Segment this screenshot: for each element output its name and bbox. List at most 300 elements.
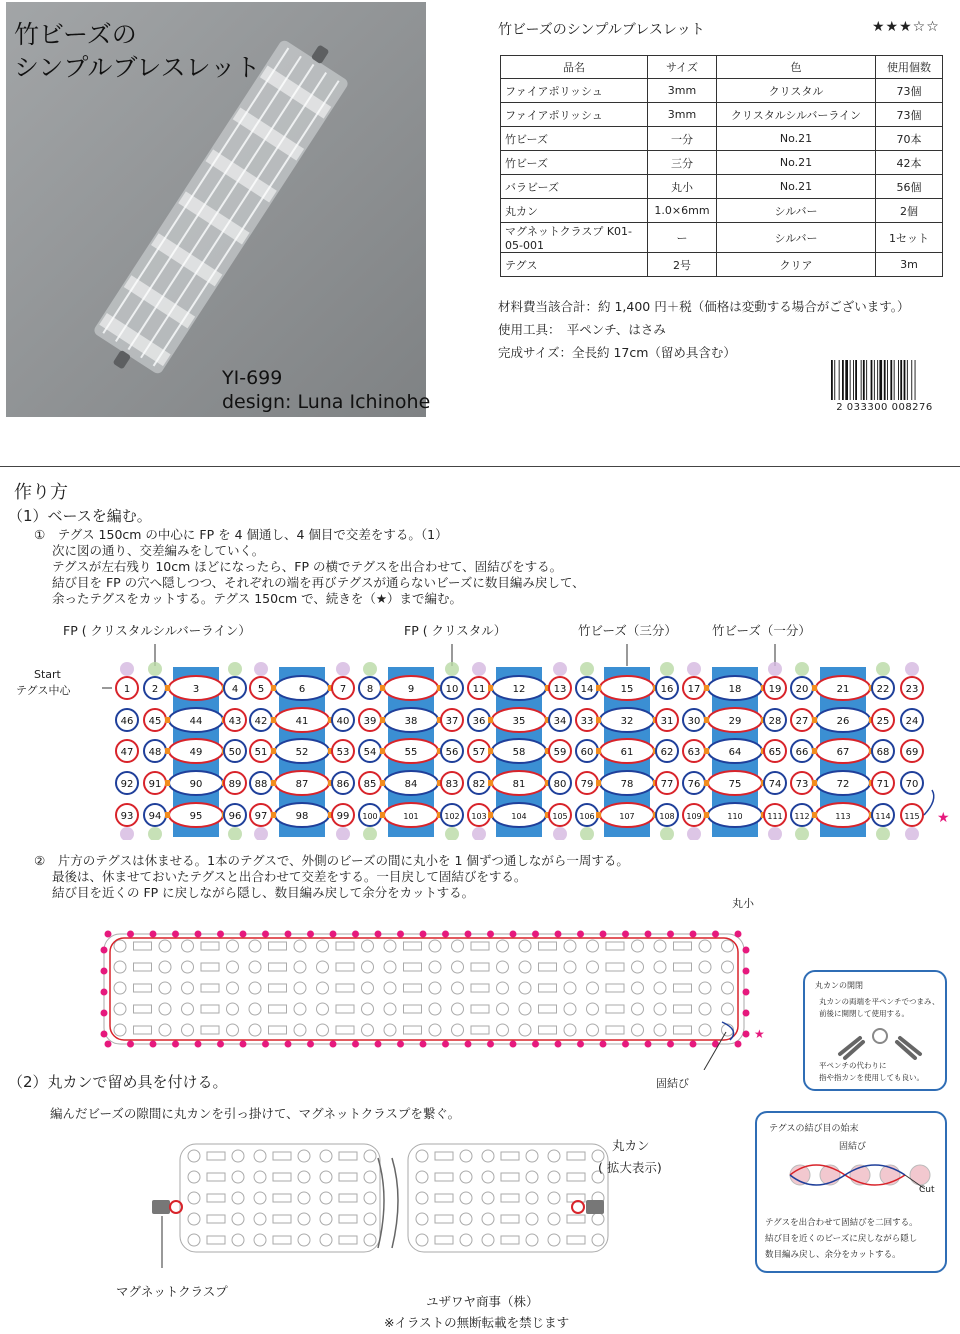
bamboo-bead-outline: [539, 1005, 557, 1013]
bamboo-bead-outline: [404, 1005, 422, 1013]
bead-number: 53: [336, 747, 350, 758]
difficulty-stars: ★★★☆☆: [872, 19, 940, 35]
bead-number: 7: [339, 684, 347, 695]
bamboo-bead-outline: [134, 1026, 152, 1034]
fp-bead-bottom: [580, 827, 594, 840]
bead-number: 71: [876, 779, 890, 790]
step1-line: 余ったテグスをカットする。テグス 150cm で、続きを（★）まで編む。: [52, 591, 463, 606]
bead-outline: [699, 961, 711, 973]
bead-outline: [429, 961, 441, 973]
fp-bead-bottom: [472, 827, 486, 840]
tools-used: 使用工具： 平ペンチ、はさみ: [498, 322, 666, 337]
bead-number: 16: [660, 684, 674, 695]
bead-outline: [362, 982, 374, 994]
bamboo-bead-outline: [207, 1152, 225, 1160]
bamboo-bead-outline: [567, 1173, 585, 1181]
orange-connector: [812, 748, 817, 754]
maru-sho-bead: [690, 1041, 697, 1048]
label-center: テグス中心: [16, 684, 71, 697]
bead-outline: [320, 1234, 332, 1246]
barcode-bar: [863, 360, 865, 400]
bead-number: 112: [794, 812, 810, 821]
edge-diagram: [90, 910, 770, 1070]
tip-ring-title: 丸カンの開閉: [815, 981, 863, 990]
maru-sho-bead: [375, 931, 382, 938]
bamboo-bead-outline: [567, 1152, 585, 1160]
fp-bead-bottom: [687, 827, 701, 840]
maru-sho-bead: [105, 931, 112, 938]
bead-number: 11: [472, 684, 486, 695]
bead-outline: [429, 982, 441, 994]
col-header-qty: 使用個数: [876, 56, 943, 79]
bamboo-bead-outline: [404, 1026, 422, 1034]
bead-outline: [564, 1003, 576, 1015]
tip-ring-text: [819, 996, 939, 1020]
orange-connector: [596, 780, 601, 786]
maru-sho-bead: [645, 1041, 652, 1048]
tip-knot-cut: Cut: [919, 1185, 935, 1195]
maru-sho-bead: [510, 931, 517, 938]
barcode-bar: [911, 360, 912, 400]
bamboo-bead-outline: [207, 1194, 225, 1202]
bead-outline: [587, 940, 599, 952]
orange-connector: [271, 780, 276, 786]
photo-title-line1: 竹ビーズの: [14, 20, 137, 49]
maru-sho-bead: [465, 1041, 472, 1048]
material-name: マグネットクラスプ K01-05-001: [501, 223, 648, 253]
bead-outline: [298, 1213, 310, 1225]
bamboo-bead-outline: [336, 1026, 354, 1034]
maru-sho-bead: [101, 947, 108, 954]
material-color: クリスタルシルバーライン: [717, 103, 876, 127]
maru-sho-bead: [285, 1041, 292, 1048]
material-size: 丸小: [648, 175, 717, 199]
label-clasp: マグネットクラスプ: [116, 1284, 228, 1299]
material-color: シルバー: [717, 223, 876, 253]
bead-outline: [182, 1003, 194, 1015]
bamboo-bead-outline: [207, 1173, 225, 1181]
bead-number: 44: [189, 716, 203, 727]
bracelet-outline: [104, 934, 744, 1044]
bamboo-bead-outline: [134, 963, 152, 971]
bead-outline: [654, 982, 666, 994]
bead-outline: [249, 940, 261, 952]
fp-bead-top: [660, 662, 674, 676]
maru-sho-bead: [622, 931, 629, 938]
bead-number: 88: [254, 779, 268, 790]
materials-row: [501, 127, 943, 151]
bamboo-bead-outline: [269, 984, 287, 992]
materials-row: [501, 223, 943, 253]
bead-number: 17: [687, 684, 701, 695]
bead-number: 56: [445, 747, 459, 758]
maru-sho-bead: [101, 989, 108, 996]
bamboo-bead-outline: [501, 1173, 519, 1181]
barcode-bar: [853, 360, 854, 400]
bead-number: 75: [728, 779, 742, 790]
label-fp-silver: FP ( クリスタルシルバーライン）: [63, 623, 251, 638]
bamboo-bead-outline: [606, 963, 624, 971]
label-bamboo3: 竹ビーズ（三分）: [578, 623, 677, 638]
bead-outline: [519, 940, 531, 952]
fp-bead-bottom: [905, 827, 919, 840]
barcode-bar: [900, 360, 902, 400]
maru-sho-bead: [240, 1041, 247, 1048]
bead-outline: [320, 1192, 332, 1204]
bead-number: 81: [512, 779, 526, 790]
bead-number: 90: [189, 779, 203, 790]
orange-connector: [704, 685, 709, 691]
bead-number: 62: [660, 747, 674, 758]
bead-outline: [452, 1024, 464, 1036]
maru-sho-bead: [743, 1010, 750, 1017]
bamboo-bead-outline: [269, 1026, 287, 1034]
maru-sho-bead: [735, 931, 742, 938]
barcode-bar: [871, 360, 873, 400]
materials-body: [501, 79, 943, 277]
fp-bead-top: [254, 662, 268, 676]
bead-outline: [632, 982, 644, 994]
maru-sho-bead: [195, 931, 202, 938]
bead-number: 86: [336, 779, 350, 790]
bamboo-bead-outline: [674, 1026, 692, 1034]
bamboo-bead-outline: [501, 1152, 519, 1160]
bead-number: 51: [254, 747, 268, 758]
bead-outline: [460, 1234, 472, 1246]
material-color: No.21: [717, 175, 876, 199]
bamboo-bead-outline: [339, 1215, 357, 1223]
bead-outline: [526, 1171, 538, 1183]
bead-number: 1: [123, 684, 131, 695]
bead-outline: [254, 1150, 266, 1162]
maru-sho-bead: [712, 931, 719, 938]
bead-number: 101: [403, 812, 419, 821]
materials-row: [501, 151, 943, 175]
barcode-bar: [884, 360, 886, 400]
bead-number: 63: [687, 747, 701, 758]
bead-outline: [548, 1213, 560, 1225]
bead-outline: [159, 1024, 171, 1036]
bead-number: 72: [836, 779, 850, 790]
barcode-number: 2 033300 008276: [836, 402, 933, 413]
label-bamboo1: 竹ビーズ（一分）: [712, 623, 811, 638]
step2-line: ② 片方のテグスは休ませる。1本のテグスで、外側のビーズの間に丸小を 1 個ずつ通しながら一周する。: [34, 853, 629, 868]
bead-outline: [364, 1150, 376, 1162]
bamboo-bead-outline: [336, 1005, 354, 1013]
bead-number: 74: [768, 779, 782, 790]
bead-outline: [519, 1003, 531, 1015]
material-qty: 70本: [876, 127, 943, 151]
materials-table: [500, 55, 943, 277]
maru-sho-bead: [150, 931, 157, 938]
bead-outline: [159, 961, 171, 973]
material-size: 3mm: [648, 79, 717, 103]
bead-number: 67: [836, 747, 850, 758]
bead-number: 9: [407, 684, 415, 695]
bamboo-bead-outline: [339, 1194, 357, 1202]
bead-outline: [497, 1024, 509, 1036]
maru-sho-bead: [577, 931, 584, 938]
bead-number: 82: [472, 779, 486, 790]
end-arrow: [924, 790, 934, 815]
bead-outline: [317, 940, 329, 952]
orange-connector: [704, 717, 709, 723]
bead-outline: [364, 1171, 376, 1183]
barcode: [829, 360, 940, 400]
step1-line: 結び目を FP の穴へ隠しつつ、それぞれの端を再びテグスが通らないビーズに数目編み戻して、: [52, 575, 585, 590]
material-color: No.21: [717, 127, 876, 151]
bead-outline: [182, 982, 194, 994]
tip-ring-line: 前後に開閉して使用する。: [819, 1009, 909, 1018]
maru-sho-bead: [217, 1041, 224, 1048]
bead-number: 78: [620, 779, 634, 790]
bamboo-bead-outline: [201, 1026, 219, 1034]
maru-sho-bead: [743, 989, 750, 996]
bead-outline: [317, 982, 329, 994]
clasp-diagram: [140, 1138, 620, 1268]
bead-outline: [384, 982, 396, 994]
bead-outline: [699, 982, 711, 994]
bamboo-bead-outline: [201, 984, 219, 992]
bamboo-bead-outline: [539, 942, 557, 950]
fp-bead-top: [553, 662, 567, 676]
maru-sho-bead: [352, 931, 359, 938]
fp-bead-bottom: [363, 827, 377, 840]
bead-outline: [416, 1171, 428, 1183]
material-name: ファイアポリッシュ: [501, 103, 648, 127]
bead-outline: [384, 940, 396, 952]
maru-sho-bead: [600, 1041, 607, 1048]
orange-connector: [596, 717, 601, 723]
bead-outline: [722, 1003, 734, 1015]
bead-number: 103: [471, 812, 487, 821]
bead-outline: [632, 940, 644, 952]
orange-connector: [165, 812, 170, 818]
bead-outline: [317, 1024, 329, 1036]
bead-number: 24: [905, 716, 919, 727]
tip-knot-label: 固結び: [839, 1142, 867, 1152]
fp-bead-bottom: [768, 827, 782, 840]
bead-outline: [294, 940, 306, 952]
tip-ring-box: [803, 970, 947, 1091]
bamboo-bead-outline: [674, 984, 692, 992]
bead-outline: [497, 982, 509, 994]
bead-number: 47: [120, 747, 134, 758]
bead-number: 69: [905, 747, 919, 758]
bead-number: 94: [148, 811, 162, 822]
bamboo-bead-outline: [201, 1005, 219, 1013]
bamboo-bead-outline: [201, 963, 219, 971]
bead-outline: [182, 961, 194, 973]
bamboo-bead-outline: [273, 1215, 291, 1223]
bead-number: 61: [620, 747, 634, 758]
maru-sho-bead: [442, 1041, 449, 1048]
bead-outline: [632, 961, 644, 973]
orange-connector: [271, 748, 276, 754]
fp-bead-bottom: [795, 827, 809, 840]
bead-outline: [587, 982, 599, 994]
bead-number: 57: [472, 747, 486, 758]
bead-number: 23: [905, 684, 919, 695]
bead-number: 29: [728, 716, 742, 727]
barcode-bar: [850, 360, 851, 400]
bamboo-bead-outline: [269, 1005, 287, 1013]
bead-outline: [452, 961, 464, 973]
bead-outline: [384, 961, 396, 973]
orange-connector: [704, 780, 709, 786]
barcode-bar: [907, 360, 908, 400]
tip-ring-note: [819, 1060, 924, 1084]
orange-connector: [271, 685, 276, 691]
magnet-clasp-right: [586, 1200, 604, 1214]
bead-outline: [519, 982, 531, 994]
bead-outline: [482, 1150, 494, 1162]
orange-connector: [704, 812, 709, 818]
bead-number: 114: [875, 812, 891, 821]
bead-outline: [114, 1003, 126, 1015]
bead-number: 14: [580, 684, 594, 695]
bead-outline: [298, 1192, 310, 1204]
bamboo-bead-outline: [567, 1236, 585, 1244]
bead-number: 36: [472, 716, 486, 727]
bead-number: 111: [767, 812, 783, 821]
maru-sho-bead: [622, 1041, 629, 1048]
tip-ring-note-line: 指や指カンを使用しても良い。: [819, 1073, 924, 1082]
bamboo-bead-outline: [674, 942, 692, 950]
bead-outline: [526, 1213, 538, 1225]
maru-sho-bead: [352, 1041, 359, 1048]
bead-outline: [114, 961, 126, 973]
bead-number: 28: [768, 716, 782, 727]
bead-number: 99: [336, 811, 350, 822]
bead-outline: [632, 1003, 644, 1015]
knot-diagram: [785, 1151, 935, 1199]
orange-connector: [165, 685, 170, 691]
fp-bead-top: [768, 662, 782, 676]
bead-outline: [362, 1024, 374, 1036]
bead-number: 10: [445, 684, 459, 695]
maru-sho-bead: [240, 931, 247, 938]
bead-outline: [254, 1234, 266, 1246]
maru-sho-bead: [442, 931, 449, 938]
bead-outline: [317, 961, 329, 973]
bead-number: 80: [553, 779, 567, 790]
bead-number: 13: [553, 684, 567, 695]
bamboo-bead-outline: [273, 1152, 291, 1160]
bead-outline: [232, 1192, 244, 1204]
bead-outline: [526, 1234, 538, 1246]
step2-text: [34, 853, 629, 901]
maru-sho-bead: [743, 968, 750, 975]
bead-number: 40: [336, 716, 350, 727]
bead-number: 15: [620, 684, 634, 695]
step3-text: 編んだビーズの隙間に丸カンを引っ掛けて、マグネットクラスプを繋ぐ。: [50, 1106, 461, 1121]
bead-outline: [254, 1213, 266, 1225]
barcode-bar: [861, 360, 862, 400]
fp-bead-bottom: [254, 827, 268, 840]
bracelet-right-half: [408, 1144, 608, 1252]
bracelet-left-half: [180, 1144, 380, 1252]
bead-number: 68: [876, 747, 890, 758]
material-size: 1.0×6mm: [648, 199, 717, 223]
bead-number: 60: [580, 747, 594, 758]
bead-outline: [460, 1171, 472, 1183]
bamboo-bead-outline: [273, 1173, 291, 1181]
bead-outline: [482, 1192, 494, 1204]
orange-connector: [380, 780, 385, 786]
label-marukan: 丸カン: [612, 1138, 650, 1153]
bamboo-bead-outline: [207, 1215, 225, 1223]
bead-outline: [699, 940, 711, 952]
maru-sho-bead: [532, 1041, 539, 1048]
bamboo-bead-outline: [336, 984, 354, 992]
bead-outline: [362, 940, 374, 952]
material-qty: 42本: [876, 151, 943, 175]
bead-number: 87: [295, 779, 309, 790]
col-header-size: サイズ: [648, 56, 717, 79]
material-name: 丸カン: [501, 199, 648, 223]
bead-outline: [182, 1024, 194, 1036]
bead-outline: [317, 1003, 329, 1015]
barcode-bar: [866, 360, 867, 400]
bead-outline: [654, 961, 666, 973]
bamboo-bead-outline: [471, 1005, 489, 1013]
bead-number: 77: [660, 779, 674, 790]
bead-outline: [294, 961, 306, 973]
bead-outline: [249, 1003, 261, 1015]
bead-outline: [232, 1150, 244, 1162]
maru-sho-bead: [555, 1041, 562, 1048]
bead-outline: [232, 1213, 244, 1225]
material-name: バラビーズ: [501, 175, 648, 199]
barcode-bar: [887, 360, 888, 400]
bead-number: 100: [362, 812, 378, 821]
bamboo-bead-outline: [269, 942, 287, 950]
bead-outline: [294, 1003, 306, 1015]
material-size: 三分: [648, 151, 717, 175]
bead-outline: [587, 1024, 599, 1036]
label-marukan-zoom: ( 拡大表示): [598, 1160, 662, 1175]
fp-bead-bottom: [876, 827, 890, 840]
bead-outline: [632, 1024, 644, 1036]
bead-number: 106: [579, 812, 595, 821]
bead-outline: [526, 1150, 538, 1162]
bead-outline: [227, 961, 239, 973]
orange-connector: [380, 812, 385, 818]
bead-outline: [460, 1213, 472, 1225]
material-size: ー: [648, 223, 717, 253]
orange-connector: [488, 812, 493, 818]
step2-line: 結び目を近くの FP に戻しながら隠し、数目編み戻して余分をカットする。: [52, 885, 475, 900]
bead-outline: [452, 1003, 464, 1015]
label-fp-crystal: FP ( クリスタル）: [404, 623, 507, 638]
bead-number: 107: [619, 812, 635, 821]
bead-outline: [364, 1192, 376, 1204]
company-name: ユザワヤ商事（株）: [426, 1294, 539, 1309]
bead-outline: [294, 982, 306, 994]
maru-sho-bead: [217, 931, 224, 938]
material-cost: 材料費当該合計：約 1,400 円＋税（価格は変動する場合がございます。）: [498, 299, 910, 314]
bamboo-bead-outline: [339, 1173, 357, 1181]
bead-outline: [564, 961, 576, 973]
bead-outline: [699, 1003, 711, 1015]
bamboo-bead-outline: [339, 1236, 357, 1244]
bamboo-bead-outline: [134, 1005, 152, 1013]
bead-outline: [548, 1192, 560, 1204]
bead-number: 12: [512, 684, 526, 695]
bead-outline: [227, 1003, 239, 1015]
bead-number: 115: [904, 812, 920, 821]
